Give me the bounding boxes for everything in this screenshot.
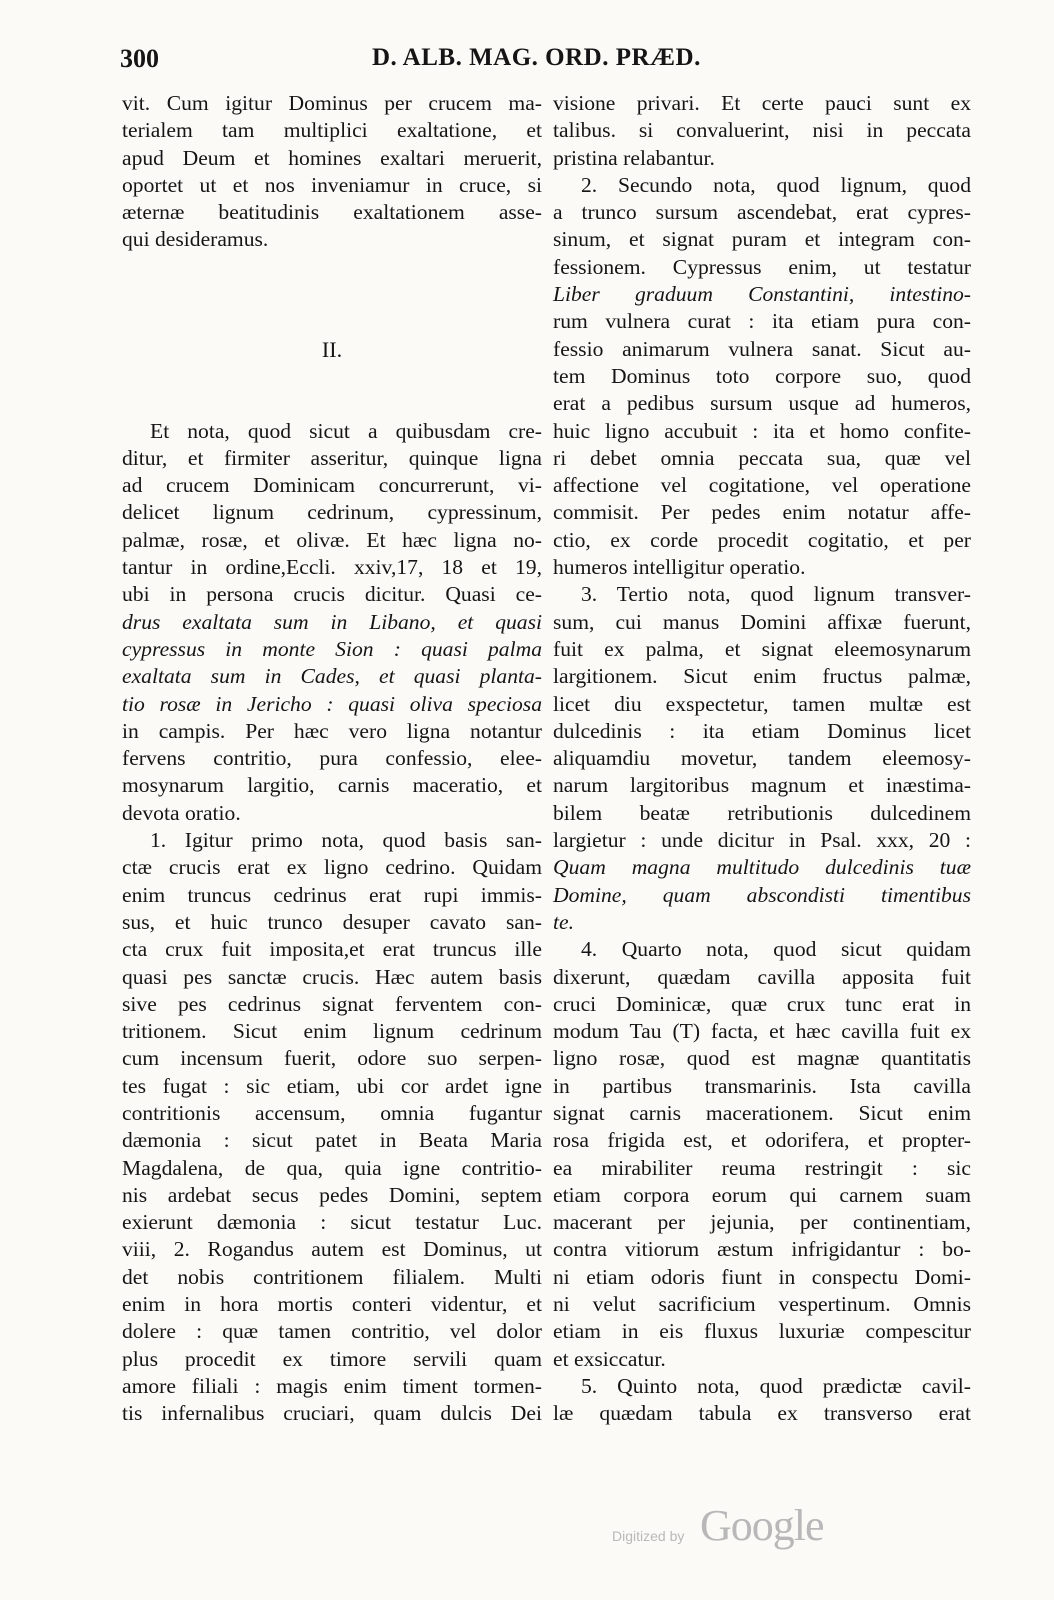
digitized-watermark	[612, 1500, 872, 1550]
text-line: fessionem. Cypressus enim, ut testatur	[553, 254, 971, 279]
text-line: sus, et huic trunco desuper cavato san-	[122, 909, 542, 934]
text-line: Et nota, quod sicut a quibusdam cre-	[150, 418, 542, 443]
text-line: visione privari. Et certe pauci sunt ex	[553, 91, 971, 115]
text-line: nis ardebat secus pedes Domini, septem	[122, 1182, 542, 1207]
text-line: pristina relabantur.	[553, 145, 715, 170]
text-line: ctæ crucis erat ex ligno cedrino. Quidam	[122, 855, 542, 880]
text-line: ditur, et firmiter asseritur, quinque ligna	[122, 445, 542, 470]
paragraph	[122, 827, 542, 1428]
book-title: Liber graduum Constantini, intestino-	[553, 282, 971, 307]
text-line: tis infernalibus cruciari, quam dulcis Dei	[122, 1401, 542, 1426]
watermark-label: Digitized by	[612, 1528, 685, 1544]
text-line: rosa frigida est, et odorifera, et propter-	[553, 1128, 971, 1153]
paragraph	[553, 581, 971, 936]
text-line: etiam corpora eorum qui carnem suam	[553, 1182, 971, 1207]
text-line: 4. Quarto nota, quod sicut quidam	[581, 937, 971, 962]
text-line: erat a pedibus sursum usque ad humeros,	[553, 391, 971, 416]
paragraph	[553, 172, 971, 581]
paragraph	[122, 90, 542, 254]
text-line: in partibus transmarinis. Ista cavilla	[553, 1073, 971, 1098]
text-line: te.	[553, 909, 574, 934]
paragraph	[122, 418, 542, 827]
text-line: rum vulnera curat : ita etiam pura con-	[553, 309, 971, 334]
text-line: largitionem. Sicut enim fructus palmæ,	[553, 664, 971, 689]
text-line: exierunt dæmonia : sicut testatur Luc.	[122, 1210, 542, 1235]
text-line: exaltata sum in Cades, et quasi planta-	[122, 664, 542, 689]
text-line: drus exaltata sum in Libano, et quasi	[122, 609, 542, 634]
text-line: affectione vel cogitatione, vel operatione	[553, 473, 971, 498]
text-line: cta crux fuit imposita,et erat truncus ille	[122, 937, 542, 962]
text-line: ligno rosæ, quod est magnæ quantitatis	[553, 1046, 971, 1071]
text-line: licet diu exspectetur, tamen multæ est	[553, 691, 971, 716]
text-line: 2. Secundo nota, quod lignum, quod	[581, 172, 971, 197]
text-line: fervens contritio, pura confessio, elee-	[122, 746, 542, 771]
text-line: quasi pes sanctæ crucis. Hæc autem basis	[122, 964, 542, 989]
page-header	[0, 44, 1054, 80]
text-line: contritionis accensum, omnia fugantur	[122, 1100, 542, 1125]
section-heading: II.	[321, 336, 343, 362]
text-line: enim truncus cedrinus erat rupi immis-	[122, 882, 542, 907]
text-line: ni velut sacrificium vespertinum. Omnis	[553, 1292, 971, 1317]
text-line: sive pes cedrinus signat ferventem con-	[122, 991, 542, 1016]
text-line: terialem tam multiplici exaltatione, et	[122, 118, 542, 143]
text-line: in campis. Per hæc vero ligna notantur	[122, 718, 542, 743]
text-line: dixerunt, quædam cavilla apposita fuit	[553, 964, 971, 989]
text-line: ni etiam odoris fiunt in conspectu Domi-	[553, 1264, 971, 1289]
text-line: dæmonia : sicut patet in Beata Maria	[122, 1128, 542, 1153]
text-line: devota oratio.	[122, 800, 241, 825]
text-line: modum Tau (T) facta, et hæc cavilla fuit ex	[553, 1019, 971, 1044]
text-line: tio rosæ in Jericho : quasi oliva speciosa	[122, 691, 542, 716]
text-line: Domine, quam abscondisti timentibus	[553, 882, 971, 907]
text-line: tritionem. Sicut enim lignum cedrinum	[122, 1019, 542, 1044]
text-line: apud Deum et homines exaltari meruerit,	[122, 145, 542, 170]
text-line: viii, 2. Rogandus autem est Dominus, ut	[122, 1237, 542, 1262]
text-line: etiam in eis fluxus luxuriæ compescitur	[553, 1319, 971, 1344]
right-column	[553, 90, 971, 1428]
text-line: sum, cui manus Domini affixæ fuerunt,	[553, 609, 971, 634]
text-line: Magdalena, de qua, quia igne contritio-	[122, 1155, 542, 1180]
text-line: largietur : unde dicitur in Psal. xxx, 20 :	[553, 828, 971, 853]
text-line: narum largitoribus magnum et inæstima-	[553, 773, 971, 798]
text-line: huic ligno accubuit : ita et homo confite-	[553, 418, 971, 443]
text-line: æternæ beatitudinis exaltationem asse-	[122, 200, 542, 225]
text-line: bilem beatæ retributionis dulcedinem	[553, 800, 971, 825]
text-line: læ quædam tabula ex transverso erat	[553, 1401, 971, 1426]
text-line: fuit ex palma, et signat eleemosynarum	[553, 636, 971, 661]
text-line: ad crucem Dominicam concurrerunt, vi-	[122, 473, 542, 498]
text-line: det nobis contritionem filialem. Multi	[122, 1264, 542, 1289]
running-title: D. ALB. MAG. ORD. PRÆD.	[372, 44, 701, 71]
page-number: 300	[120, 44, 159, 73]
text-line: tem Dominus toto corpore suo, quod	[553, 363, 971, 388]
text-line: enim in hora mortis conteri videntur, et	[122, 1292, 542, 1317]
text-line: ri debet omnia peccata sua, quæ vel	[553, 445, 971, 470]
text-line	[553, 281, 971, 308]
paragraph	[553, 936, 971, 1373]
text-line: 3. Tertio nota, quod lignum transver-	[581, 582, 971, 607]
text-line: ctio, ex corde procedit cogitatio, et per	[553, 527, 971, 552]
text-line: qui desideramus.	[122, 227, 269, 252]
left-column	[122, 90, 542, 1428]
text-line: ea mirabiliter reuma restringit : sic	[553, 1155, 971, 1180]
text-line: amore filiali : magis enim timent tormen-	[122, 1373, 542, 1398]
text-line: aliquamdiu movetur, tandem eleemosy-	[553, 746, 971, 771]
text-line: et exsiccatur.	[553, 1346, 666, 1371]
text-line: vit. Cum igitur Dominus per crucem ma-	[122, 91, 542, 115]
text-line: talibus. si convaluerint, nisi in peccata	[553, 118, 971, 143]
text-line: macerant per jejunia, per continentiam,	[553, 1210, 971, 1235]
text-line: tes fugat : sic etiam, ubi cor ardet igne	[122, 1073, 542, 1098]
text-line: dolere : quæ tamen contritio, vel dolor	[122, 1319, 542, 1344]
paragraph	[553, 1373, 971, 1428]
text-line: cum incensum fuerit, odore suo serpen-	[122, 1046, 542, 1071]
google-logo: Google	[700, 1501, 824, 1550]
text-line: fessio animarum vulnera sanat. Sicut au-	[553, 336, 971, 361]
text-line: ubi in persona crucis dicitur. Quasi ce-	[122, 582, 542, 607]
text-line: cypressus in monte Sion : quasi palma	[122, 636, 542, 661]
text-line: sinum, et signat puram et integram con-	[553, 227, 971, 252]
text-line: Quam magna multitudo dulcedinis tuæ	[553, 855, 971, 880]
text-line: cruci Dominicæ, quæ crux tunc erat in	[553, 991, 971, 1016]
text-line: oportet ut et nos inveniamur in cruce, si	[122, 172, 542, 197]
text-line: plus procedit ex timore servili quam	[122, 1346, 542, 1371]
text-line: commisit. Per pedes enim notatur affe-	[553, 500, 971, 525]
text-line: mosynarum largitio, carnis maceratio, et	[122, 773, 542, 798]
paragraph	[553, 90, 971, 172]
text-line: delicet lignum cedrinum, cypressinum,	[122, 500, 542, 525]
text-line: humeros intelligitur operatio.	[553, 555, 806, 580]
text-line: signat carnis macerationem. Sicut enim	[553, 1100, 971, 1125]
text-line: palmæ, rosæ, et olivæ. Et hæc ligna no-	[122, 527, 542, 552]
text-line: dulcedinis : ita etiam Dominus licet	[553, 718, 971, 743]
text-line: a trunco sursum ascendebat, erat cypres-	[553, 200, 971, 225]
text-line: 1. Igitur primo nota, quod basis san-	[150, 828, 542, 853]
text-line: contra vitiorum æstum infrigidantur : bo-	[553, 1237, 971, 1262]
text-line: 5. Quinto nota, quod prædictæ cavil-	[581, 1373, 971, 1398]
text-line: tantur in ordine,Eccli. xxiv,17, 18 et 19,	[122, 555, 542, 580]
